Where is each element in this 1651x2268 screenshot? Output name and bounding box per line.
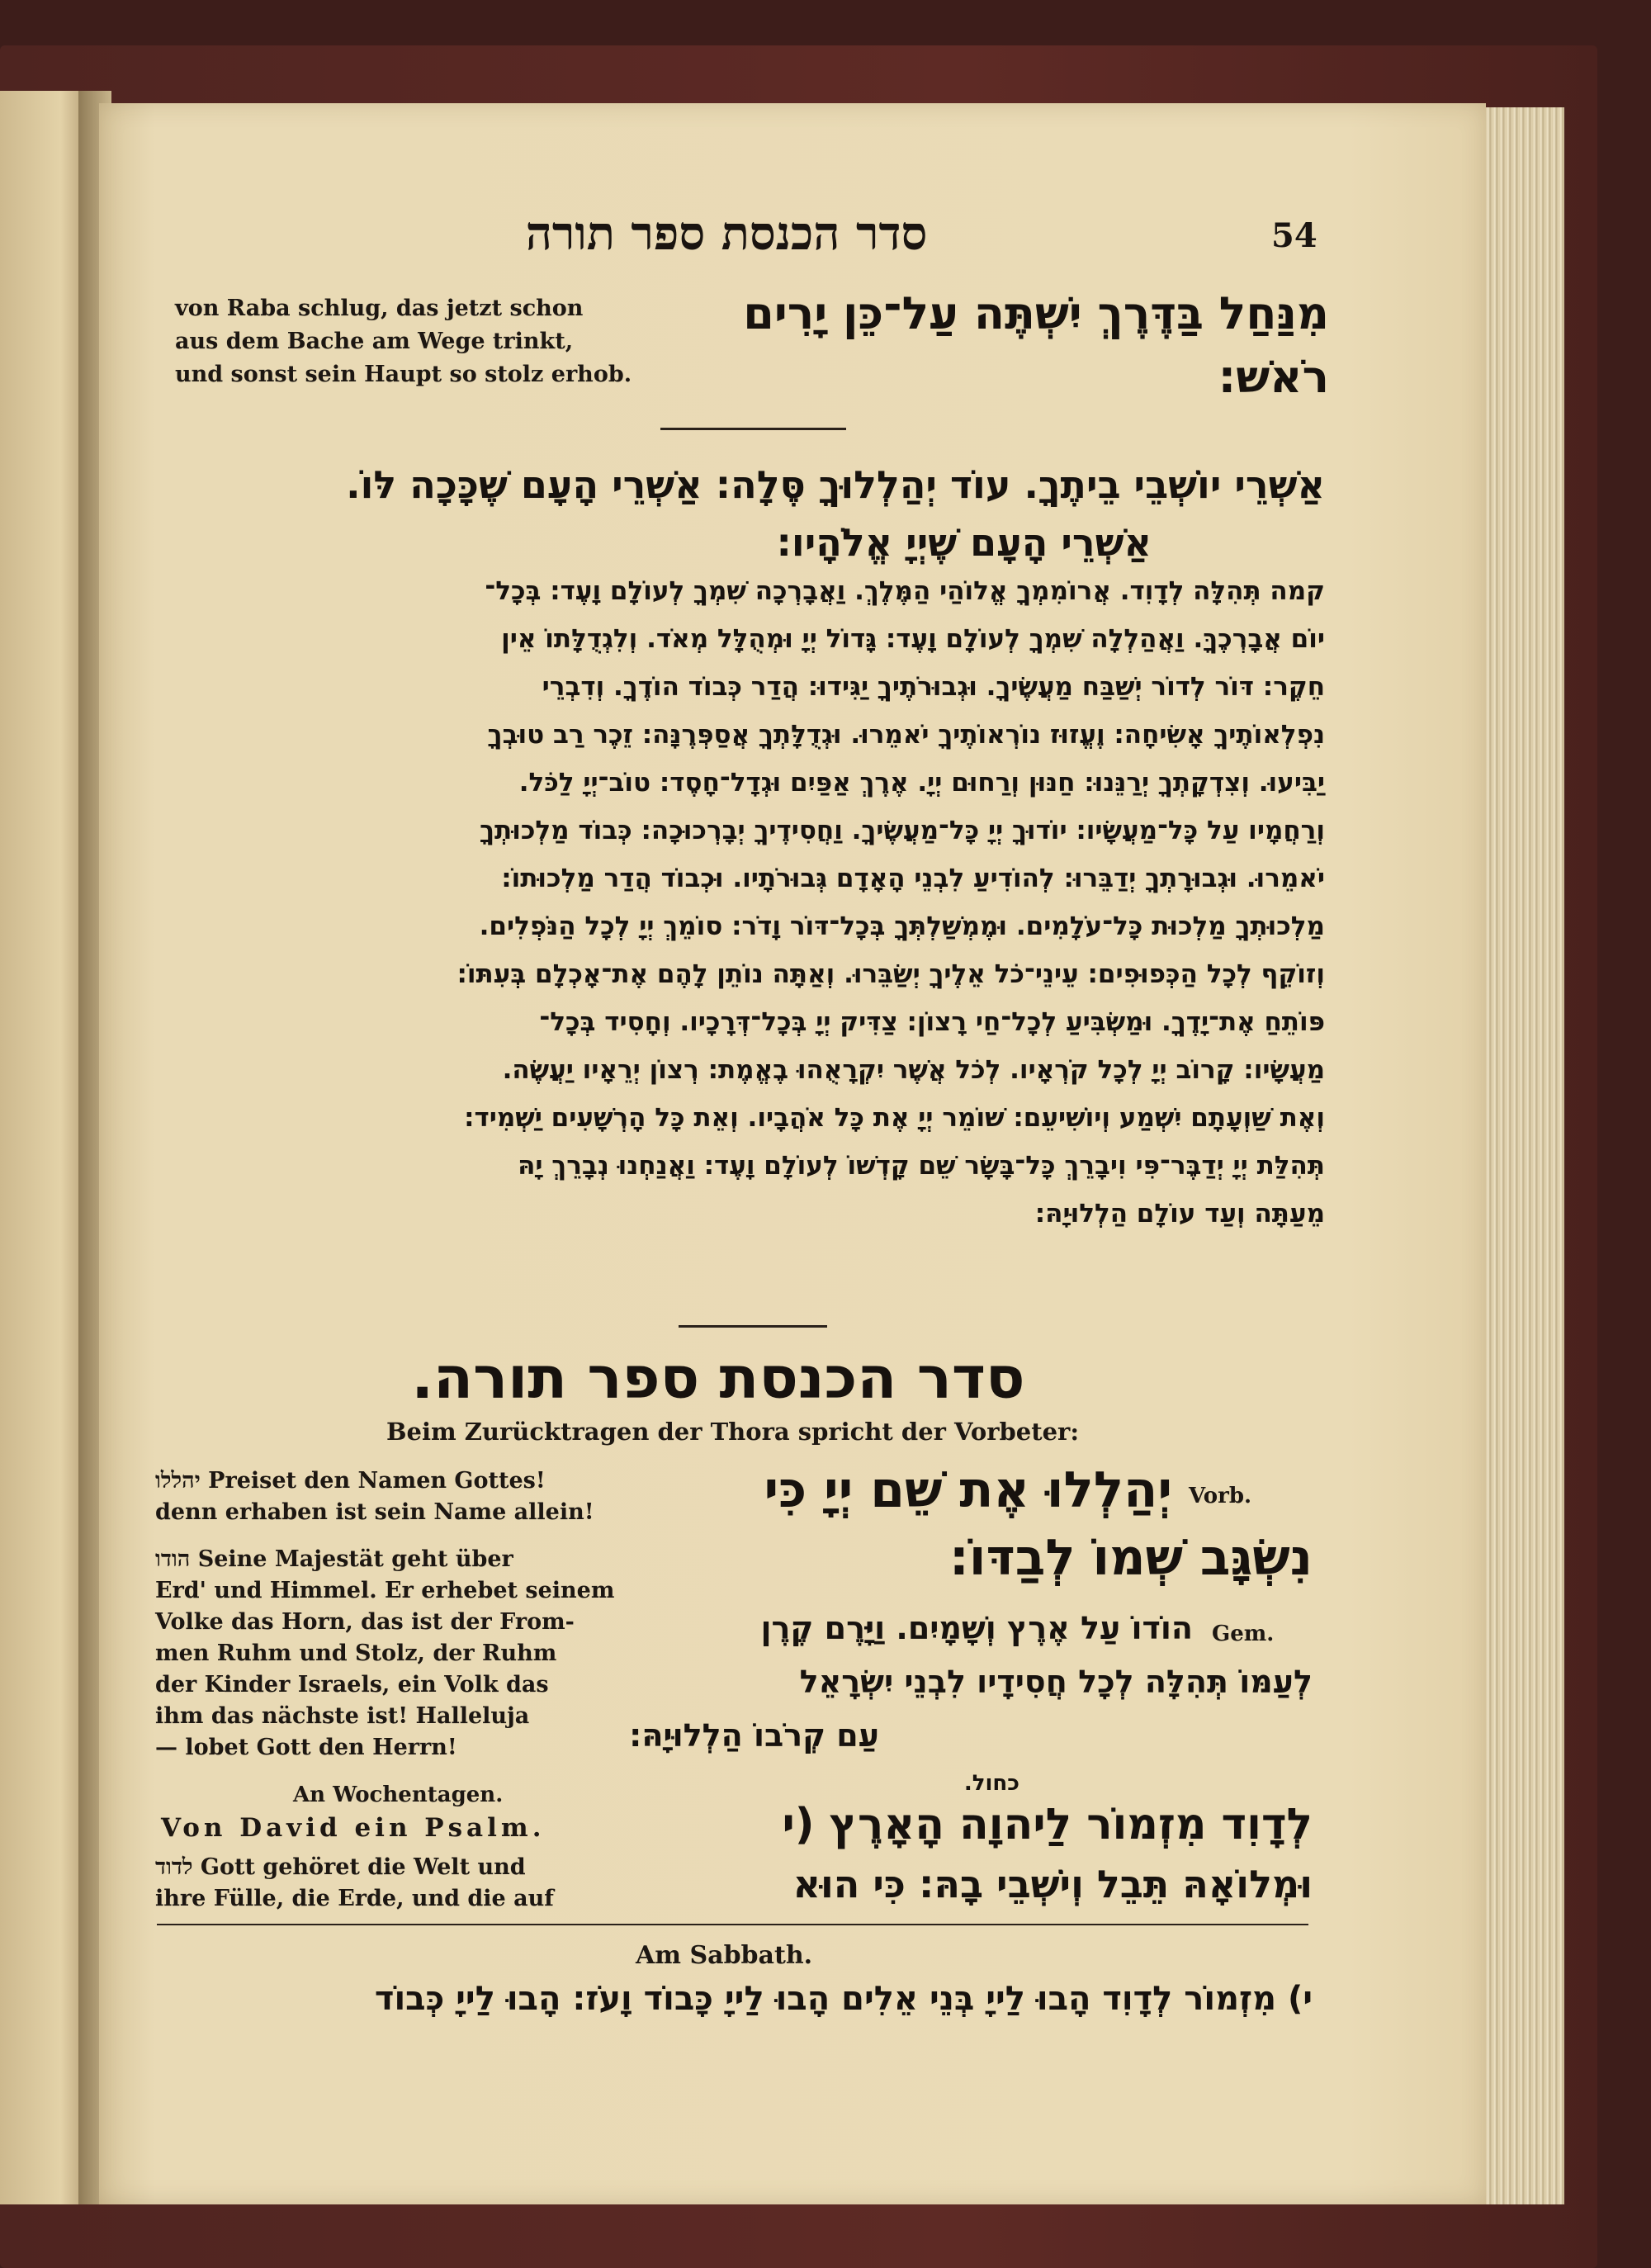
section-title: סדר הכנסת ספר תורה.	[411, 1344, 1025, 1412]
hebrew-line: לְדָוִד מִזְמוֹר לַיהוָה הָאָרֶץ (י	[782, 1800, 1313, 1849]
page-edges	[1486, 107, 1564, 2204]
psalm-line: פּוֹתֵחַ אֶת־יָדֶךָ. וּמַשְׂבִּיעַ לְכָל־חַי רָצוֹן: צַדִּיק יְיָ בְּכָל־דְּרָכָיו. וְחָסִיד בְּכָל־	[539, 1007, 1325, 1037]
german-line: und sonst sein Haupt so stolz erhob.	[175, 362, 632, 387]
psalm-line: מַלְכוּתְךָ מַלְכוּת כָּל־עֹלָמִים. וּמֶמְשַׁלְתְּךָ בְּכָל־דּוֹר וָדֹר: סוֹמֵךְ יְיָ לְכָל הַנֹּפְלִים.	[479, 911, 1325, 941]
psalm-heading: Von David ein Psalm.	[161, 1813, 546, 1843]
german-line: ihm das nächste ist! Halleluja	[155, 1703, 530, 1729]
footer-heading: Am Sabbath.	[636, 1941, 813, 1970]
psalm-line: תְּהִלַּת יְיָ יְדַבֶּר־פִּי וִיבָרֵךְ כָּל־בָּשָׂר שֵׁם קָדְשׁוֹ לְעוֹלָם וָעֶד: וַאֲנַחְנוּ נְבָרֵךְ יָהּ	[518, 1151, 1325, 1181]
running-title: סדר הכנסת ספר תורה	[525, 206, 928, 261]
section-divider	[660, 428, 846, 430]
previous-page-edge	[0, 91, 87, 2204]
psalm-line: קמה תְּהִלָּה לְדָוִד. אֲרוֹמִמְךָ אֱלוֹהַי הַמֶּלֶךְ. וַאֲבָרְכָה שִׁמְךָ לְעוֹלָם וָעֶד: בְּכָל־	[485, 576, 1325, 606]
psalm-line: וְאֶת שַׁוְעָתָם יִשְׁמַע וְיוֹשִׁיעֵם: שׁוֹמֵר יְיָ אֶת כָּל אֹהֲבָיו. וְאֵת כָּל הָרְשָׁעִים יַשְׁמִיד:	[464, 1103, 1325, 1133]
psalm-line: מֵעַתָּה וְעַד עוֹלָם הַלְלוּיָהּ:	[1034, 1199, 1325, 1229]
german-line: Volke das Horn, das ist der From-	[155, 1609, 575, 1635]
hebrew-line: יְהַלְלוּ אֶת שֵׁם יְיָ כִּי	[764, 1461, 1172, 1519]
hebrew-line: נִשְׂגָּב שְׁמוֹ לְבַדּוֹ:	[948, 1529, 1313, 1587]
hebrew-line: רֹאשׁ:	[1218, 351, 1329, 403]
psalm-line: יַבִּיעוּ. וְצִדְקָתְךָ יְרַנֵּנוּ: חַנּוּן וְרַחוּם יְיָ. אֶרֶךְ אַפַּיִם וּגְדָל־חָסֶד: טוֹב־יְיָ לַכֹּל.	[518, 768, 1325, 798]
german-line: denn erhaben ist sein Name allein!	[155, 1499, 594, 1525]
german-line: לדוד Gott gehöret die Welt und	[155, 1854, 526, 1880]
german-line: יהללו Preiset den Namen Gottes!	[155, 1468, 546, 1494]
psalm-line: וְזוֹקֵף לְכָל הַכְּפוּפִים: עֵינֵי־כֹל אֵלֶיךָ יְשַׂבֵּרוּ. וְאַתָּה נוֹתֵן לָהֶם אֶת־אָכְלָם בְּעִתּוֹ:	[457, 959, 1325, 989]
german-line: der Kinder Israels, ein Volk das	[155, 1672, 549, 1697]
hebrew-line: וּמְלוֹאָהּ תֵּבֵל וְיֹשְׁבֵי בָהּ: כִּי הוּא	[792, 1862, 1313, 1906]
section-subtitle: Beim Zurücktragen der Thora spricht der Vorbeter:	[386, 1418, 1080, 1446]
psalm-line: יוֹם אֲבָרְכֶךָּ. וַאֲהַלְלָה שִׁמְךָ לְעוֹלָם וָעֶד: גָּדוֹל יְיָ וּמְהֻלָּל מְאֹד. וְלִגְדֻלָּתוֹ אֵין	[501, 624, 1325, 654]
psalm-line: יֹאמֵרוּ. וּגְבוּרָתְךָ יְדַבֵּרוּ: לְהוֹדִיעַ לִבְנֵי הָאָדָם גְּבוּרֹתָיו. וּכְבוֹד הֲדַר מַלְכוּתוֹ:	[501, 864, 1325, 893]
ashrei-heading: אַשְׁרֵי יוֹשְׁבֵי בֵיתֶךָ. עוֹד יְהַלְלוּךָ סֶּלָה: אַשְׁרֵי הָעָם שֶׁכָּכָה לּוֹ.	[346, 462, 1325, 507]
weekday-heading: An Wochentagen.	[293, 1783, 504, 1807]
footnote-rule	[157, 1924, 1308, 1925]
hebrew-line: מִנַּחַל בַּדֶּרֶךְ יִשְׁתֶּה עַל־כֵּן יָרִים	[743, 287, 1329, 339]
gemeinde-label: Gem.	[1212, 1622, 1275, 1646]
german-line: הודו Seine Majestät geht über	[155, 1546, 513, 1572]
marginal-mark: כחול.	[963, 1771, 1019, 1796]
psalm-line: מַעֲשָׂיו: קָרוֹב יְיָ לְכָל קֹרְאָיו. לְכֹל אֲשֶׁר יִקְרָאֻהוּ בֶאֱמֶת: רְצוֹן יְרֵאָיו יַעֲשֶׂה.	[502, 1055, 1325, 1085]
footer-line: י) מִזְמוֹר לְדָוִד הָבוּ לַייָ בְּנֵי אֵלִים הָבוּ לַייָ כָּבוֹד וָעֹז: הָבוּ לַייָ כְּבוֹד	[374, 1980, 1313, 2018]
german-line: aus dem Bache am Wege trinkt,	[175, 329, 574, 354]
ashrei-heading: אַשְׁרֵי הָעָם שֶׁיְיָ אֱלֹהָיו:	[776, 520, 1152, 565]
german-line: ihre Fülle, die Erde, und die auf	[155, 1886, 554, 1911]
psalm-line: וְרַחֲמָיו עַל כָּל־מַעֲשָׂיו: יוֹדוּךָ יְיָ כָּל־מַעֲשֶׂיךָ. וַחֲסִידֶיךָ יְבָרְכוּכָה: כְּבוֹד מַלְכוּתְךָ	[480, 816, 1325, 845]
hebrew-line: עַם קְרֹבוֹ הַלְלוּיָהּ:	[629, 1717, 879, 1754]
page-number: 54	[1271, 216, 1317, 255]
german-line: — lobet Gott den Herrn!	[155, 1735, 457, 1760]
psalm-line: נִפְלְאוֹתֶיךָ אָשִׂיחָה: וֶעֱזוּז נוֹרְאוֹתֶיךָ יֹאמֵרוּ. וּגְדֻלָּתְךָ אֲסַפְּרֶנָּה: זֵכֶר רַב טוּבְךָ	[487, 720, 1325, 750]
vorbeter-label: Vorb.	[1189, 1484, 1252, 1508]
psalm-line: חֵקֶר: דּוֹר לְדוֹר יְשַׁבַּח מַעֲשֶׂיךָ. וּגְבוּרֹתֶיךָ יַגִּידוּ: הֲדַר כְּבוֹד הוֹדֶךָ. וְדִבְרֵי	[542, 672, 1325, 702]
section-divider	[679, 1325, 827, 1328]
hebrew-line: הוֹדוֹ עַל אֶרֶץ וְשָׁמָיִם. וַיָּרֶם קֶרֶן	[760, 1610, 1193, 1646]
german-line: men Ruhm und Stolz, der Ruhm	[155, 1641, 557, 1666]
hebrew-line: לְעַמּוֹ תְּהִלָּה לְכָל חֲסִידָיו לִבְנֵי יִשְׂרָאֵל	[799, 1664, 1313, 1700]
german-line: Erd' und Himmel. Er erhebet seinem	[155, 1578, 615, 1603]
german-line: von Raba schlug, das jetzt schon	[175, 296, 584, 321]
